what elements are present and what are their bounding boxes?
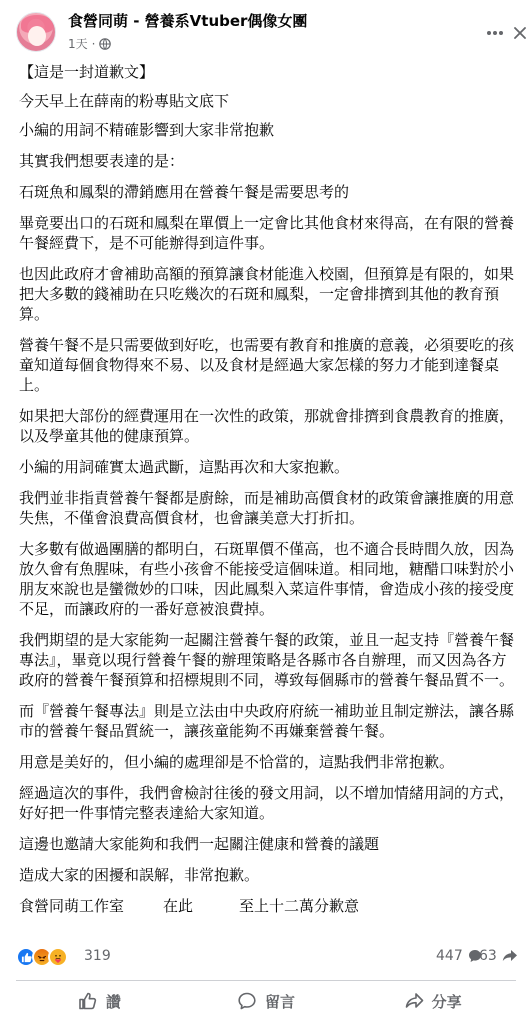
care-reaction-icon (48, 947, 68, 967)
post-paragraph: 今天早上在薛南的粉專貼文底下 (19, 92, 230, 110)
signature-here: 在此 (163, 897, 194, 915)
post-paragraph: 經過這次的事件，我們會檢討往後的發文用詞，以不增加情緒用詞的方式，好好把一件事情完整表達給大家知道。 (19, 784, 515, 822)
comment-count-value: 447 (436, 948, 463, 964)
post-paragraph: 而『營養午餐專法』則是立法由中央政府府統一補助並且制定辦法，讓各縣市的營養午餐品質統一，讓孩童能夠不再嫌棄營養午餐。 (19, 702, 515, 740)
comment-button[interactable] (183, 982, 350, 1020)
post-paragraph: 也因此政府才會補助高額的預算讓食材能進入校園，但預算是有限的，如果把大多數的錢補助在只吃幾次的石斑和鳳梨，一定會排擠到其他的教育預算。 (19, 265, 515, 323)
post-body (19, 62, 519, 916)
post-paragraph: 這邊也邀請大家能夠和我們一起關注健康和營養的議題 (19, 835, 380, 853)
post-meta (68, 35, 111, 52)
post-paragraph: 小編的用詞不精確影響到大家非常抱歉 (19, 121, 275, 139)
share-button[interactable] (349, 982, 516, 1020)
post-paragraph: 用意是美好的，但小編的處理卻是不恰當的，這點我們非常抱歉。 (19, 753, 455, 771)
share-count-icon (501, 948, 518, 964)
post-paragraph: 造成大家的困擾和誤解，非常抱歉。 (19, 866, 260, 884)
post-paragraph: 石斑魚和鳳梨的滯銷應用在營養午餐是需要思考的 (19, 183, 350, 201)
signature-apology: 至上十二萬分歉意 (239, 897, 360, 915)
share-icon (404, 991, 424, 1011)
share-label: 分享 (431, 992, 462, 1011)
globe-icon[interactable] (99, 38, 111, 50)
signature-studio: 食營同萌工作室 (19, 897, 125, 915)
comment-icon (237, 991, 257, 1011)
post-paragraph: 畢竟要出口的石斑和鳳梨在單價上一定會比其他食材來得高，在有限的營養午餐經費下，是不可能辦得到這件事。 (19, 214, 515, 252)
post-signature (19, 896, 519, 916)
meta-separator: · (91, 36, 96, 51)
comment-label: 留言 (265, 992, 296, 1011)
post-paragraph: 大多數有做過團膳的都明白，石斑單價不僅高，也不適合長時間久放，因為放久會有魚腥味，有些小孩會不能接受這個味道。相同地，糖醋口味對於小朋友來說也是蠻微妙的口味，因此鳳梨入菜這件事情，會造成小孩的接受度不足，而讓政府的一番好意被浪費掉。 (19, 540, 515, 618)
like-label: 讚 (105, 992, 121, 1011)
more-options-icon[interactable] (482, 20, 508, 46)
post-action-bar (16, 982, 516, 1020)
like-button[interactable] (16, 982, 183, 1020)
post-paragraph: 如果把大部份的經費運用在一次性的政策，那就會排擠到食農教育的推廣，以及學童其他的健康預算。 (19, 407, 515, 445)
page-name-link[interactable]: 食營同萌 - 營養系Vtuber偶像女團 (68, 12, 308, 30)
close-icon[interactable] (508, 20, 532, 46)
post-paragraph: 我們期望的是大家能夠一起關注營養午餐的政策，並且一起支持『營養午餐專法』，畢竟以現行營養午餐的辦理策略是各縣市各自辦理，而又因為各方政府的營養午餐預算和招標規則不同，導致每個縣市的營養午餐品質不一。 (19, 631, 515, 689)
post-paragraph: 我們並非指責營養午餐都是廚餘，而是補助高價食材的政策會讓推廣的用意失焦，不僅會浪費高價食材，也會讓美意大打折扣。 (19, 489, 515, 527)
reaction-count[interactable]: 319 (84, 948, 111, 964)
action-divider (16, 980, 516, 981)
share-count[interactable] (479, 948, 518, 964)
thumbs-up-icon (78, 991, 98, 1011)
post-header (0, 0, 532, 62)
post-time-link[interactable]: 1天 (68, 37, 88, 51)
post-paragraph: 【這是一封道歉文】 (19, 63, 155, 81)
post-paragraph: 其實我們想要表達的是： (19, 152, 185, 170)
reaction-summary (16, 947, 516, 969)
share-count-value: 63 (479, 948, 497, 964)
post-paragraph: 小編的用詞確實太過武斷，這點再次和大家抱歉。 (19, 458, 350, 476)
page-avatar[interactable] (16, 12, 56, 52)
comment-count[interactable] (436, 948, 483, 964)
reaction-icons[interactable] (16, 947, 64, 967)
post-paragraph: 營養午餐不是只需要做到好吃，也需要有教育和推廣的意義，必須要吃的孩童知道每個食物得來不易、以及食材是經過大家怎樣的努力才能到達餐桌上。 (19, 336, 515, 394)
